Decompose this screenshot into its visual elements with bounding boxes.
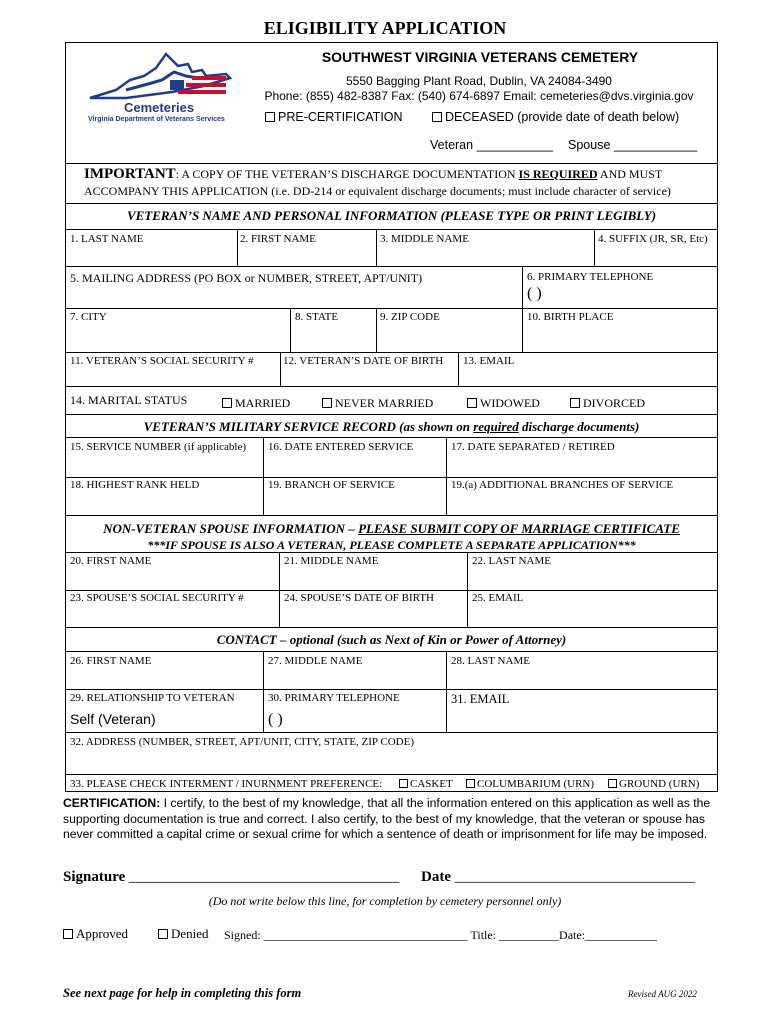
veteran-field[interactable]: Veteran ___________ [430, 138, 554, 152]
spouse-middle-name-field[interactable]: 21. MIDDLE NAME [284, 555, 379, 567]
precert-option[interactable]: PRE-CERTIFICATION [265, 110, 403, 124]
casket-option[interactable]: CASKET [399, 778, 453, 790]
cemetery-name: SOUTHWEST VIRGINIA VETERANS CEMETERY [321, 49, 639, 65]
relationship-field[interactable]: 29. RELATIONSHIP TO VETERAN [70, 692, 235, 704]
veteran-ssn-field[interactable]: 11. VETERAN’S SOCIAL SECURITY # [70, 355, 254, 367]
checkbox-icon[interactable] [432, 112, 442, 122]
contact-address-field[interactable]: 32. ADDRESS (NUMBER, STREET, APT/UNIT, CITY, STATE, ZIP CODE) [70, 736, 415, 748]
first-name-field[interactable]: 2. FIRST NAME [240, 233, 316, 245]
additional-branches-field[interactable]: 19.(a) ADDITIONAL BRANCHES OF SERVICE [451, 479, 674, 491]
ground-option[interactable]: GROUND (URN) [608, 778, 699, 790]
widowed-option[interactable]: WIDOWED [467, 396, 540, 411]
office-signed-line[interactable]: Signed: __________________________________ Title: __________Date:____________ [224, 928, 658, 942]
certification-text: CERTIFICATION: I certify, to the best of my knowledge, that all the information entered on this application as well as the supporting documentation is true and correct. I also certify, to the best of my knowledge, that the veteran or spouse has never committed a capital crime or sexual crime for which a sentence of death or imprisonment for life may be imposed. [63, 796, 711, 841]
logo-subtitle: Virginia Department of Veterans Services [88, 116, 225, 123]
spouse-section-subtitle: ***IF SPOUSE IS ALSO A VETERAN, PLEASE COMPLETE A SEPARATE APPLICATION*** [147, 538, 636, 552]
contact-first-name-field[interactable]: 26. FIRST NAME [70, 655, 152, 667]
signature-field[interactable]: Signature ____________________________________ [63, 869, 399, 885]
contact-middle-name-field[interactable]: 27. MIDDLE NAME [268, 655, 363, 667]
checkbox-icon[interactable] [570, 398, 580, 408]
cemetery-address: 5550 Bagging Plant Road, Dublin, VA 24084-3490 [346, 74, 612, 88]
zip-code-field[interactable]: 9. ZIP CODE [380, 311, 440, 323]
spouse-first-name-field[interactable]: 20. FIRST NAME [70, 555, 152, 567]
preference-label: 33. PLEASE CHECK INTERMENT / INURNMENT PREFERENCE: [70, 778, 383, 790]
checkbox-icon[interactable] [63, 929, 73, 939]
spouse-section-title: NON-VETERAN SPOUSE INFORMATION – PLEASE SUBMIT COPY OF MARRIAGE CERTIFICATE [103, 521, 680, 536]
approved-option[interactable]: Approved [63, 926, 128, 942]
service-number-field[interactable]: 15. SERVICE NUMBER (if applicable) [70, 441, 247, 453]
branch-field[interactable]: 19. BRANCH OF SERVICE [268, 479, 395, 491]
help-note: See next page for help in completing this form [63, 986, 302, 1000]
checkbox-icon[interactable] [265, 112, 275, 122]
contact-email-field[interactable]: 31. EMAIL [451, 692, 510, 706]
contact-phone-parens: ( ) [268, 711, 283, 728]
date-entered-field[interactable]: 16. DATE ENTERED SERVICE [268, 441, 414, 453]
spouse-field[interactable]: Spouse ____________ [568, 138, 698, 152]
military-section-title: VETERAN’S MILITARY SERVICE RECORD (as shown on required discharge documents) [143, 419, 640, 434]
date-field[interactable]: Date ________________________________ [421, 869, 695, 885]
important-notice-line2: ACCOMPANY THIS APPLICATION (i.e. DD-214 or equivalent discharge documents; must include character of service) [84, 184, 671, 198]
veteran-email-field[interactable]: 13. EMAIL [463, 355, 515, 367]
cemeteries-logo [86, 50, 236, 130]
highest-rank-field[interactable]: 18. HIGHEST RANK HELD [70, 479, 200, 491]
checkbox-icon[interactable] [608, 779, 617, 788]
middle-name-field[interactable]: 3. MIDDLE NAME [380, 233, 469, 245]
birth-place-field[interactable]: 10. BIRTH PLACE [527, 311, 614, 323]
revision-date: Revised AUG 2022 [628, 989, 697, 999]
form-frame [65, 42, 718, 792]
married-option[interactable]: MARRIED [222, 396, 290, 411]
divorced-option[interactable]: DIVORCED [570, 396, 645, 411]
checkbox-icon[interactable] [466, 779, 475, 788]
columbarium-option[interactable]: COLUMBARIUM (URN) [466, 778, 594, 790]
checkbox-icon[interactable] [467, 398, 477, 408]
contact-telephone-field[interactable]: 30. PRIMARY TELEPHONE [268, 692, 400, 704]
relationship-value: Self (Veteran) [70, 711, 156, 727]
last-name-field[interactable]: 1. LAST NAME [70, 233, 144, 245]
never-married-option[interactable]: NEVER MARRIED [322, 396, 433, 411]
date-separated-field[interactable]: 17. DATE SEPARATED / RETIRED [451, 441, 615, 453]
deceased-option[interactable]: DECEASED (provide date of death below) [432, 110, 679, 124]
contact-section-title: CONTACT – optional (such as Next of Kin or Power of Attorney) [216, 632, 567, 647]
denied-option[interactable]: Denied [158, 926, 209, 942]
suffix-field[interactable]: 4. SUFFIX (JR, SR, Etc) [598, 233, 708, 245]
city-field[interactable]: 7. CITY [70, 311, 107, 323]
spouse-dob-field[interactable]: 24. SPOUSE’S DATE OF BIRTH [284, 592, 434, 604]
spouse-last-name-field[interactable]: 22. LAST NAME [472, 555, 551, 567]
checkbox-icon[interactable] [222, 398, 232, 408]
telephone-parens: ( ) [527, 285, 542, 302]
important-notice: IMPORTANT: A COPY OF THE VETERAN’S DISCHARGE DOCUMENTATION IS REQUIRED AND MUST [84, 166, 663, 182]
form-title: ELIGIBILITY APPLICATION [263, 18, 507, 38]
logo-word: Cemeteries [124, 100, 195, 115]
veteran-dob-field[interactable]: 12. VETERAN’S DATE OF BIRTH [283, 355, 444, 367]
office-use-note: (Do not write below this line, for completion by cemetery personnel only) [208, 894, 562, 908]
spouse-ssn-field[interactable]: 23. SPOUSE’S SOCIAL SECURITY # [70, 592, 244, 604]
marital-status-label: 14. MARITAL STATUS [70, 393, 188, 407]
cemetery-contact: Phone: (855) 482-8387 Fax: (540) 674-6897 Email: cemeteries@dvs.virginia.gov [264, 89, 694, 103]
veteran-section-title: VETERAN’S NAME AND PERSONAL INFORMATION (PLEASE TYPE OR PRINT LEGIBLY) [126, 208, 657, 223]
spouse-email-field[interactable]: 25. EMAIL [472, 592, 524, 604]
checkbox-icon[interactable] [322, 398, 332, 408]
mailing-address-field[interactable]: 5. MAILING ADDRESS (PO BOX or NUMBER, STREET, APT/UNIT) [70, 271, 423, 285]
checkbox-icon[interactable] [158, 929, 168, 939]
contact-last-name-field[interactable]: 28. LAST NAME [451, 655, 530, 667]
checkbox-icon[interactable] [399, 779, 408, 788]
state-field[interactable]: 8. STATE [295, 311, 339, 323]
primary-telephone-field[interactable]: 6. PRIMARY TELEPHONE [527, 271, 654, 283]
